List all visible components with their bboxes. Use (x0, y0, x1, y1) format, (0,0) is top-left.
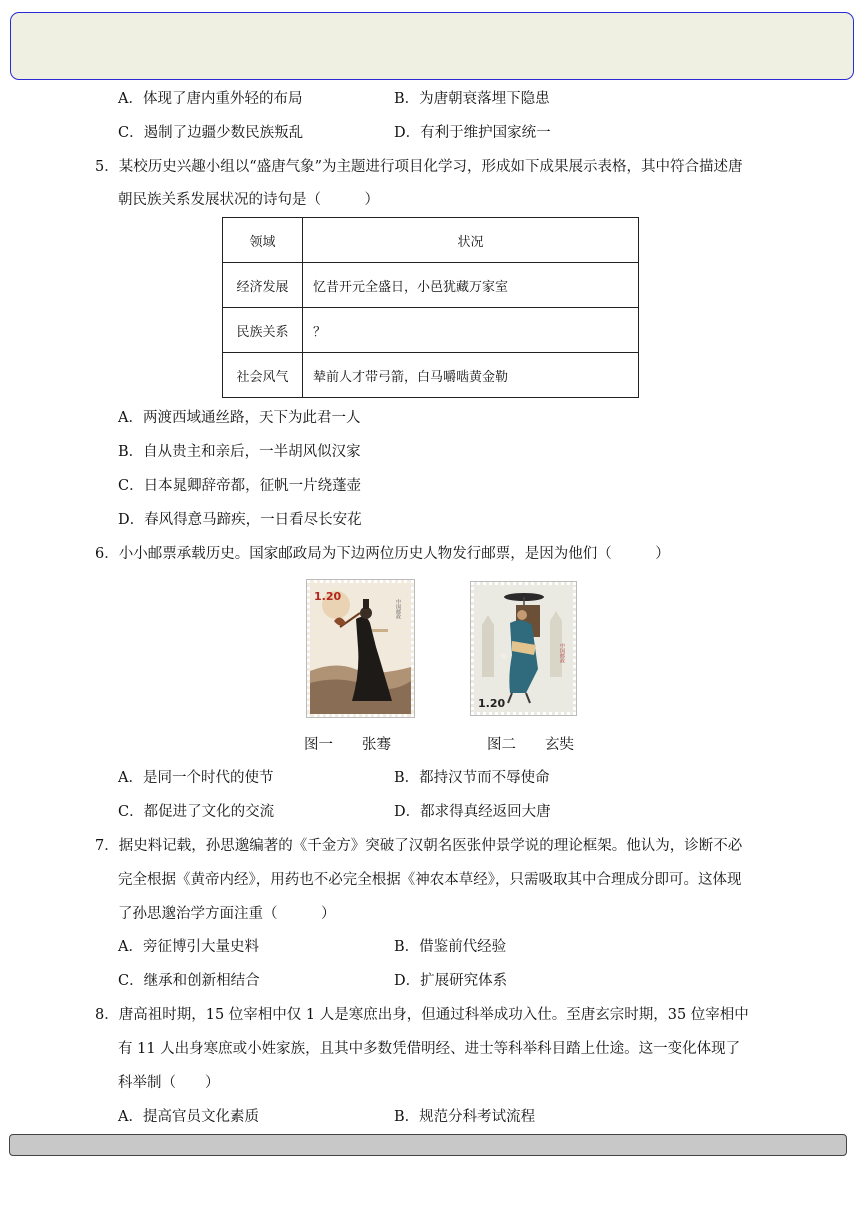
table-cell: 民族关系 (223, 308, 303, 353)
figure-caption-1: 图一 张骞 (304, 737, 391, 753)
q8-option-b[interactable]: B．规范分科考试流程 (394, 1109, 536, 1125)
header-banner (10, 12, 854, 80)
zhang-qian-stamp-image (307, 580, 414, 717)
q7-option-a[interactable]: A．旁征博引大量史料 (118, 939, 259, 955)
q7-option-d[interactable]: D．扩展研究体系 (394, 973, 508, 989)
table-cell: 辇前人才带弓箭，白马嚼啮黄金勒 (303, 353, 639, 398)
q5-table (222, 217, 639, 398)
table-header-cell: 领域 (223, 218, 303, 263)
q7-stem-line2: 完全根据《黄帝内经》，用药也不必完全根据《神农本草经》，只需吸取其中合理成分即可。这体现 (118, 872, 742, 888)
q5-option-a[interactable]: A．两渡西域通丝路，天下为此君一人 (118, 410, 361, 426)
q6-option-b[interactable]: B．都持汉节而不辱使命 (394, 770, 550, 786)
q6-stem-line1: 6．小小邮票承载历史。国家邮政局为下边两位历史人物发行邮票，是因为他们（ ） (95, 546, 670, 562)
q6-option-a[interactable]: A．是同一个时代的使节 (118, 770, 274, 786)
table-header-cell: 状况 (303, 218, 639, 263)
table-header-row (223, 218, 639, 263)
q4-option-b[interactable]: B．为唐朝衰落埋下隐患 (394, 91, 550, 107)
q8-option-a[interactable]: A．提高官员文化素质 (118, 1109, 259, 1125)
stamp-country: 中国邮政 (559, 643, 565, 663)
table-row (223, 308, 639, 353)
q4-option-d[interactable]: D．有利于维护国家统一 (394, 125, 551, 141)
q4-option-c[interactable]: C．遏制了边疆少数民族叛乱 (118, 125, 304, 141)
table-cell: 忆昔开元全盛日，小邑犹藏万家室 (303, 263, 639, 308)
stamp-value: 1.20 (314, 590, 342, 603)
q8-stem-line2: 有 11 人出身寒庶或小姓家族，且其中多数凭借明经、进士等科举科目踏上仕途。这一变化体现了 (118, 1041, 741, 1057)
q5-option-d[interactable]: D．春风得意马蹄疾，一日看尽长安花 (118, 512, 362, 528)
q8-stem-line1: 8．唐高祖时期，15 位宰相中仅 1 人是寒庶出身，但通过科举成功入仕。至唐玄宗时期，35 位宰相中 (95, 1007, 749, 1023)
q8-stem-line3: 科举制（ ） (118, 1075, 220, 1091)
q7-option-b[interactable]: B．借鉴前代经验 (394, 939, 507, 955)
q7-option-c[interactable]: C．继承和创新相结合 (118, 973, 260, 989)
q7-stem-line3: 了孙思邈治学方面注重（ ） (118, 906, 336, 922)
stamp-country: 中国邮政 (395, 599, 401, 619)
q6-option-d[interactable]: D．都求得真经返回大唐 (394, 804, 551, 820)
table-row (223, 263, 639, 308)
table-cell: 经济发展 (223, 263, 303, 308)
footer-bar (9, 1134, 847, 1156)
q5-stem-line2: 朝民族关系发展状况的诗句是（ ） (118, 192, 379, 208)
xuanzang-stamp-image (471, 582, 576, 715)
q5-option-c[interactable]: C．日本晁卿辞帝都，征帆一片绕蓬壶 (118, 478, 362, 494)
table-cell: 社会风气 (223, 353, 303, 398)
q6-option-c[interactable]: C．都促进了文化的交流 (118, 804, 275, 820)
stamp-value: 1.20 (478, 697, 506, 710)
q4-option-a[interactable]: A．体现了唐内重外轻的布局 (118, 91, 303, 107)
q5-option-b[interactable]: B．自从贵主和亲后，一半胡风似汉家 (118, 444, 361, 460)
q7-stem-line1: 7．据史料记载，孙思邈编著的《千金方》突破了汉朝名医张仲景学说的理论框架。他认为，诊断不必 (95, 838, 743, 854)
table-cell: ？ (303, 308, 639, 353)
figure-caption-2: 图二 玄奘 (487, 737, 574, 753)
table-row (223, 353, 639, 398)
q5-stem-line1: 5．某校历史兴趣小组以“盛唐气象”为主题进行项目化学习，形成如下成果展示表格，其中符合描述唐 (95, 159, 743, 175)
